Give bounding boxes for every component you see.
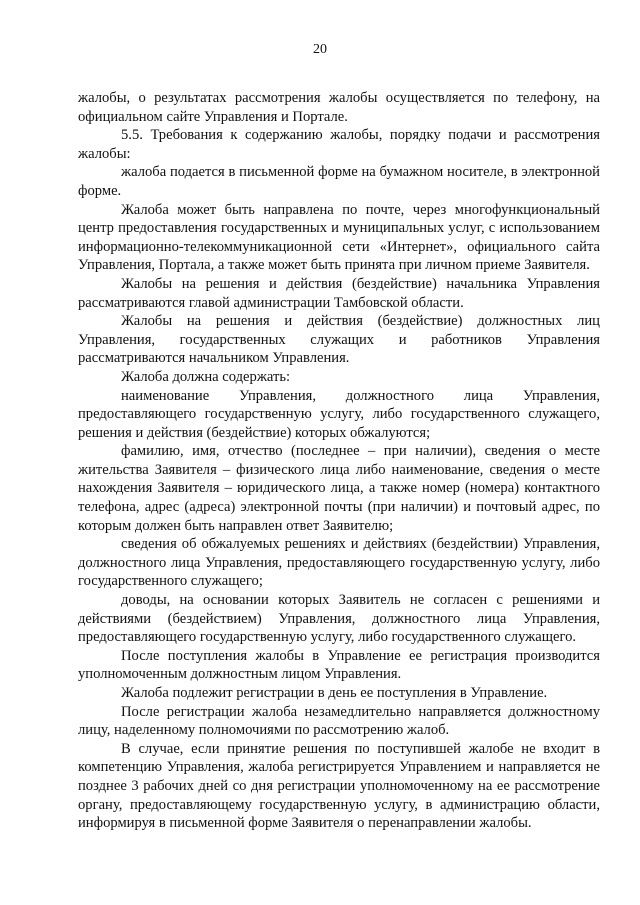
paragraph-contents-item-applicant: фамилию, имя, отчество (последнее – при наличии), сведения о месте жительства Заявителя – физического лица либо наименование, сведения о месте нахождения Заявителя – юридического лица, а также номер (номера) контактного телефона, адрес (адреса) электронной почты (при наличии) и почтовый адрес, по которым должен быть направлен ответ Заявителю; [78,443,600,534]
paragraph-contents-item-arguments: доводы, на основании которых Заявитель не согласен с решениями и действиями (бездействием) Управления, должностного лица Управления, предоставляющего государственную услугу, либо государственного служащего. [78,592,600,646]
paragraph-contents-item-name: наименование Управления, должностного лица Управления, предоставляющего государственную услугу, либо государственного служащего, решения и действия (бездействие) которых обжалуются; [78,387,600,441]
paragraph-contents-item-decisions: сведения об обжалуемых решениях и действиях (бездействии) Управления, должностного лица Управления, предоставляющего государственную услугу, либо государственного служащего; [78,536,600,590]
paragraph-head-complaints: Жалобы на решения и действия (бездействие) начальника Управления рассматриваются главой администрации Тамбовской области. [78,275,600,311]
page-number: 20 [313,42,327,57]
paragraph-officials-complaints: Жалобы на решения и действия (бездействие) должностных лиц Управления, государственных служащих и работников Управления рассматриваются начальником Управления. [78,313,600,367]
paragraph-redirection: В случае, если принятие решения по поступившей жалобе не входит в компетенцию Управления, жалоба регистрируется Управлением и направляется не позднее 3 рабочих дней со дня регистрации уполномоченному на ее рассмотрение органу, предоставляющему государственную услугу, в администрацию области, информируя в письменной форме Заявителя о перенаправлении жалобы. [78,740,600,832]
paragraph-submission-form: жалоба подается в письменной форме на бумажном носителе, в электронной форме. [78,164,600,199]
paragraph-registration-day: Жалоба подлежит регистрации в день ее поступления в Управление. [121,685,548,701]
paragraph-section-5-5-heading: 5.5. Требования к содержанию жалобы, порядку подачи и рассмотрения жалобы: [78,127,600,162]
paragraph-submission-channels: Жалоба может быть направлена по почте, через многофункциональный центр предоставления государственных и муниципальных услуг, с использованием информационно-телекоммуникационной сети «Интернет», официального сайта Управления, Портала, а также может быть принята при личном приеме Заявителя. [78,201,600,274]
paragraph-forwarding-official: После регистрации жалоба незамедлительно направляется должностному лицу, наделенному полномочиями по рассмотрению жалоб. [78,703,600,739]
paragraph-registration-officer: После поступления жалобы в Управление ее регистрация производится уполномоченным должностным лицом Управления. [78,647,600,683]
paragraph-contents-intro: Жалоба должна содержать: [121,368,291,385]
paragraph-continuation: жалобы, о результатах рассмотрения жалобы осуществляется по телефону, на официальном сайте Управления и Портале. [78,90,600,125]
document-body [78,89,600,833]
